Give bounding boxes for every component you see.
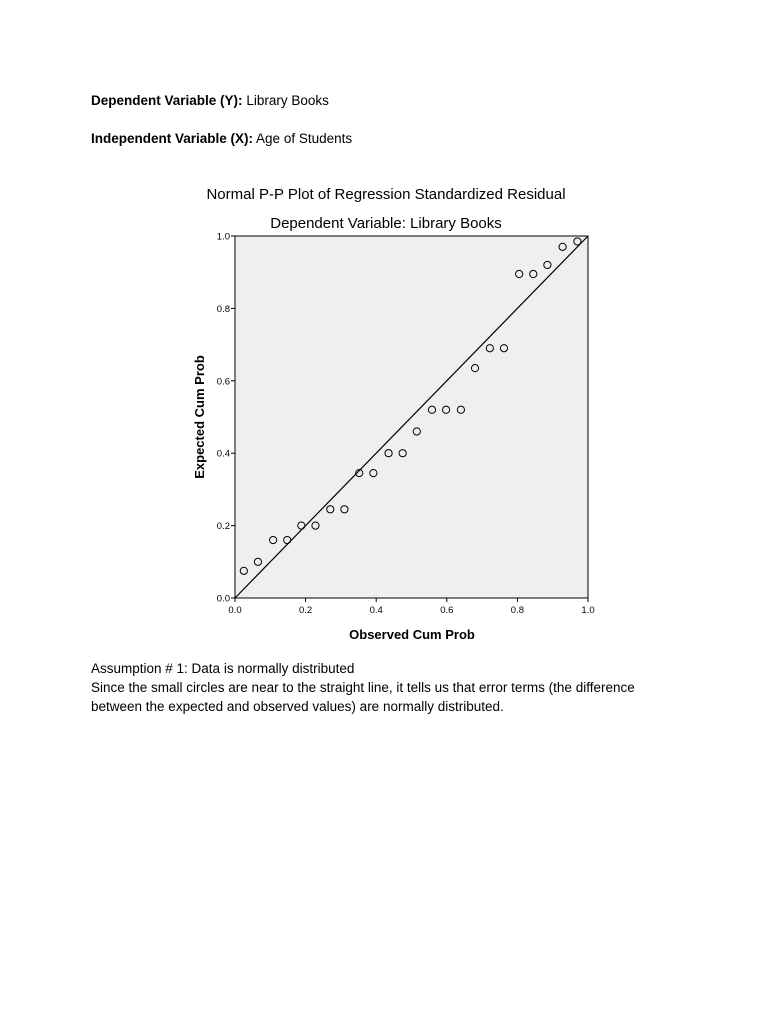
independent-variable-label: Independent Variable (X): (91, 131, 254, 146)
x-tick-label: 1.0 (581, 605, 595, 616)
assumption-title: Assumption # 1: Data is normally distributed (91, 661, 355, 676)
y-tick-label: 1.0 (216, 231, 230, 243)
y-tick-label: 0.8 (216, 303, 230, 315)
y-tick-label: 0.2 (216, 521, 230, 533)
assumption-line-1: Since the small circles are near to the straight line, it tells us that error terms (the difference (91, 680, 635, 695)
assumption-line-2: between the expected and observed values) are normally distributed. (91, 699, 504, 714)
y-axis-label: Expected Cum Prob (192, 355, 207, 479)
x-tick-label: 0.6 (440, 605, 454, 616)
y-tick-label: 0.4 (216, 448, 230, 460)
dependent-variable-value: Library Books (246, 93, 329, 108)
assumption-paragraph (91, 659, 671, 716)
x-tick-label: 0.2 (298, 605, 313, 616)
independent-variable-value: Age of Students (256, 131, 353, 146)
y-tick-label: 0.6 (216, 376, 230, 388)
chart-title: Normal P-P Plot of Regression Standardized Residual (206, 186, 566, 203)
x-axis-label: Observed Cum Prob (349, 627, 475, 642)
chart-subtitle: Dependent Variable: Library Books (270, 215, 502, 232)
x-tick-label: 0.4 (369, 605, 383, 616)
x-tick-label: 0.8 (510, 605, 525, 616)
dependent-variable-label: Dependent Variable (Y): (91, 93, 243, 108)
y-tick-label: 0.0 (216, 593, 230, 605)
x-tick-label: 0.0 (228, 605, 242, 616)
